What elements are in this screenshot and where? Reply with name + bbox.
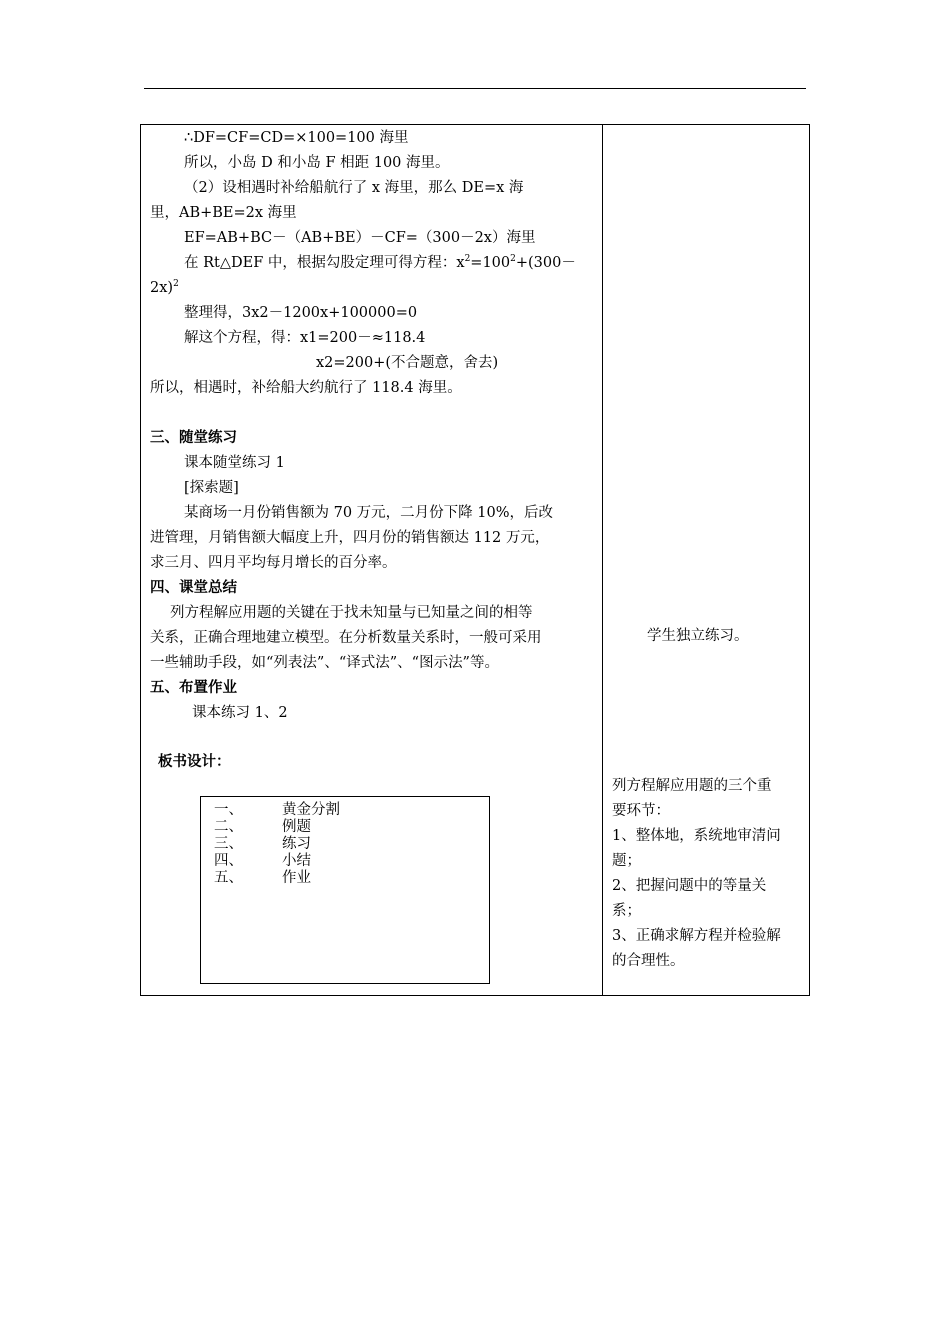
equation-line [184,253,576,273]
design-note-line: 要环节： [612,803,670,819]
text-line: EF=AB+BC－（AB+BE）－CF=（300－2x）海里 [184,230,536,246]
text-line: x2=200+(不合题意，舍去) [316,355,499,371]
board-item-number: 一、 [214,802,243,818]
text-line: 所以，小岛 D 和小岛 F 相距 100 海里。 [184,155,450,171]
board-item-text: 例题 [282,819,311,835]
text-line: 课本练习 1、2 [192,705,288,721]
student-activity-note: 学生独立练习。 [647,628,749,644]
text-line: 列方程解应用题的关键在于找未知量与已知量之间的相等 [170,605,533,621]
design-note-line: 列方程解应用题的三个重 [612,778,772,794]
board-item-text: 作业 [282,870,311,886]
board-design-title: 板书设计： [158,753,231,770]
design-note-line: 2、把握问题中的等量关 [612,878,767,894]
equation-part: 在 Rt△DEF 中，根据勾股定理可得方程：x [184,255,465,271]
superscript: 2 [464,254,471,265]
text-line: （2）设相遇时补给船航行了 x 海里，那么 DE=x 海 [184,180,524,196]
section-heading-practice: 三、随堂练习 [150,429,237,446]
text-line: 里，AB+BE=2x 海里 [150,205,297,221]
board-item-number: 四、 [214,853,243,869]
design-note-line: 3、正确求解方程并检验解 [612,928,781,944]
text-line: [探索题] [184,480,239,496]
text-line: 整理得，3x2－1200x+100000=0 [184,305,418,321]
text-line: 求三月、四月平均每月增长的百分率。 [150,555,397,571]
board-item-text: 小结 [282,853,311,869]
superscript: 2 [173,279,179,290]
design-note-line: 系； [612,903,641,919]
board-item-number: 三、 [214,836,243,852]
superscript: 2 [510,254,516,265]
text-line: 进管理，月销售额大幅度上升，四月份的销售额达 112 万元， [150,530,550,546]
equation-line [150,278,179,298]
text-line: 课本随堂练习 1 [184,455,285,471]
text-line: ∴DF=CF=CD=×100=100 海里 [184,130,409,146]
board-item-text: 黄金分割 [282,802,340,818]
design-note-line: 题； [612,853,641,869]
board-item-number: 五、 [214,870,243,886]
equation-part: +(300－ [515,255,576,271]
text-line: 某商场一月份销售额为 70 万元，二月份下降 10%，后改 [184,505,554,521]
column-divider [602,124,603,996]
text-line: 一些辅助手段，如“列表法”、“译式法”、“图示法”等。 [150,655,499,671]
equation-part: =100 [470,255,511,271]
equation-part: 2x) [150,280,174,296]
section-heading-homework: 五、布置作业 [150,679,237,696]
board-design-box [200,796,490,984]
board-item-number: 二、 [214,819,243,835]
board-item-text: 练习 [282,836,311,852]
text-line: 关系，正确合理地建立模型。在分析数量关系时，一般可采用 [150,630,542,646]
section-heading-summary: 四、课堂总结 [150,579,237,596]
header-rule [144,88,806,89]
text-line: 所以，相遇时，补给船大约航行了 118.4 海里。 [150,380,462,396]
text-line: 解这个方程，得：x1=200－≈118.4 [184,330,426,346]
design-note-line: 的合理性。 [612,953,685,969]
design-note-line: 1、整体地，系统地审清问 [612,828,781,844]
